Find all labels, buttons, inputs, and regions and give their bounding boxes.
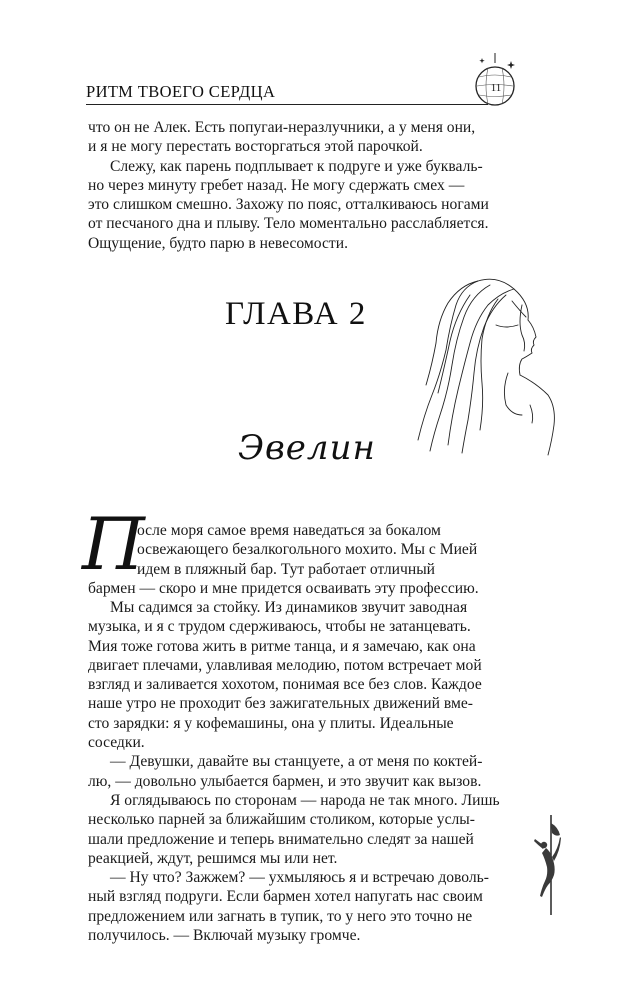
text-line: получилось. — Включай музыку громче.: [88, 927, 361, 945]
text-line: идем в пляжный бар. Тут работает отличный: [137, 560, 436, 578]
drop-cap: П: [82, 502, 145, 586]
text-line: музыка, и я с трудом сдерживаюсь, чтобы не затанцевать.: [88, 618, 471, 636]
text-line: от песчаного дна и плыву. Тело моментально расслабляется.: [88, 215, 489, 233]
text-line: Слежу, как парень подплывает к подруге и уже букваль-: [110, 157, 483, 175]
text-line: лю, — довольно улыбается бармен, и это звучит как вызов.: [88, 772, 482, 790]
text-line: бармен — скоро и мне придется осваивать эту профессию.: [88, 580, 479, 597]
body-text: [88, 598, 513, 945]
text-line: несколько парней за ближайшим столиком, которые услы-: [88, 811, 475, 829]
paragraph: [88, 868, 513, 945]
text-line: предложением или загнать в тупик, то у него это точно не: [88, 907, 473, 925]
header-rule: [86, 104, 488, 105]
chapter-title: ГЛАВА 2: [225, 296, 367, 332]
text-line: — Ну что? Зажжем? — ухмыляюсь я и встречаю доволь-: [110, 869, 489, 887]
pole-dancer-icon: [530, 815, 570, 915]
text-line: взгляд и заливается хохотом, понимая все без слов. Каждое: [88, 676, 482, 694]
text-line: что он не Алек. Есть попугаи-неразлучники, а у меня они,: [88, 119, 476, 136]
text-line: это слишком смешно. Захожу по пояс, отталкиваюсь ногами: [88, 196, 489, 214]
opening-last-line: [88, 579, 513, 598]
text-line: осле моря самое время наведаться за бокалом: [137, 522, 441, 539]
running-title: РИТМ ТВОЕГО СЕРДЦА: [86, 82, 276, 101]
text-line: наше утро не проходит без зажигательных движений вме-: [88, 695, 473, 713]
narrator-name: Эвелин: [238, 428, 376, 468]
opening-text: [137, 521, 513, 579]
paragraph: [88, 157, 513, 253]
text-line: соседки.: [88, 734, 145, 752]
text-line: двигает плечами, улавливая мелодию, потом встречает мой: [88, 656, 482, 674]
page-number: 11: [490, 82, 502, 94]
text-line: реакцией, ждут, решимся мы или нет.: [88, 849, 338, 867]
top-text: [88, 118, 513, 253]
paragraph: [88, 791, 513, 868]
text-line: Мия тоже готова жить в ритме танца, и я замечаю, как она: [88, 637, 476, 655]
text-line: ный взгляд подруги. Если бармен хотел напугать нас своим: [88, 888, 483, 906]
text-line: шали предложение и теперь внимательно следят за нашей: [88, 830, 474, 848]
disco-ball-icon: [473, 53, 517, 109]
text-line: сто зарядки: я у кофемашины, она у плиты. Идеальные: [88, 714, 454, 732]
text-line: Мы садимся за стойку. Из динамиков звучит заводная: [110, 599, 468, 616]
paragraph: [88, 598, 513, 752]
text-line: — Девушки, давайте вы станцуете, а от меня по коктей-: [110, 753, 483, 771]
running-header: [86, 76, 516, 106]
text-line: Я оглядываюсь по сторонам — народа не так много. Лишь: [110, 791, 500, 809]
paragraph: [88, 752, 513, 791]
text-line: и я не могу перестать восторгаться этой парочкой.: [88, 138, 423, 156]
paragraph: [88, 118, 513, 157]
girl-illustration: [410, 265, 570, 460]
text-line: освежающего безалкогольного мохито. Мы с Мией: [137, 541, 478, 559]
text-line: но через минуту гребет назад. Не могу сдержать смех —: [88, 176, 465, 194]
text-line: Ощущение, будто парю в невесомости.: [88, 234, 348, 252]
